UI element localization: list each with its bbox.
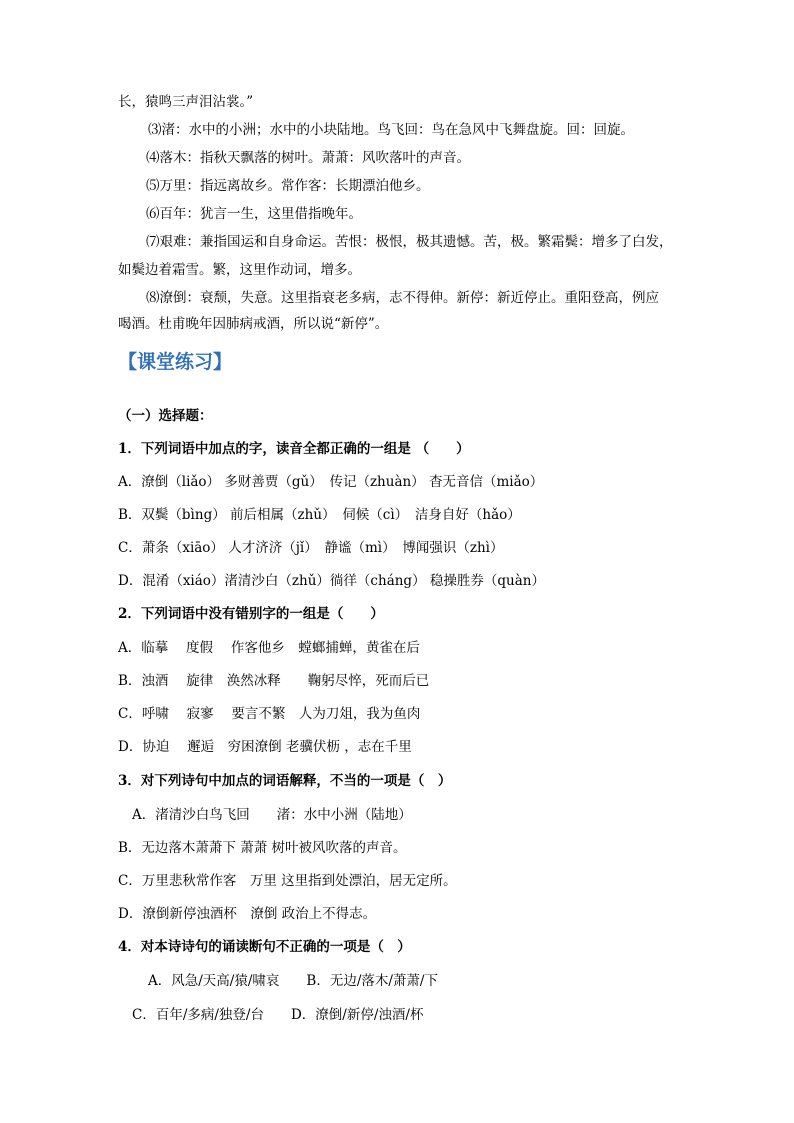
question-option: C．万里悲秋常作客 万里 这里指到处漂泊，居无定所。 (118, 873, 457, 889)
note-line: 长，猿鸣三声泪沾裳。” (118, 94, 254, 110)
question-option: A．临摹 度假 作客他乡 螳螂捕蝉，黄雀在后 (118, 640, 420, 656)
question-option: B．浊酒 旋律 涣然冰释 鞠躬尽悴，死而后已 (118, 673, 430, 689)
question-option: D．协迫 邂逅 穷困潦倒 老骥伏枥 ，志在千里 (118, 739, 412, 755)
note-line: ⑹百年：犹言一生，这里借指晚年。 (146, 206, 362, 222)
note-line: ⑺艰难：兼指国运和自身命运。苦恨：极恨，极其遗憾。苦，极。繁霜鬓：增多了白发， (146, 234, 673, 250)
note-line: ⑻潦倒：衰颓，失意。这里指衰老多病，志不得伸。新停：新近停止。重阳登高，例应 (146, 290, 659, 306)
note-line: ⑷落木：指秋天飘落的树叶。萧萧：风吹落叶的声音。 (146, 150, 470, 166)
question-option: C．百年/多病/独登/台 D．潦倒/新停/浊酒/杯 (132, 1007, 424, 1023)
question-option: D．混淆（xiáo）渚清沙白（zhǔ）徜徉（cháng） 稳操胜券（quàn） (118, 573, 545, 589)
question-option: C．呼啸 寂寥 要言不繁 人为刀俎，我为鱼肉 (118, 706, 421, 722)
question-stem: 4．对本诗诗句的诵读断句不正确的一项是（ ） (118, 939, 411, 955)
note-line: 如鬓边着霜雪。繁，这里作动词，增多。 (118, 262, 361, 278)
question-option: A．风急/天高/猿/啸哀 B．无边/落木/萧萧/下 (148, 973, 438, 989)
question-option: C．萧条（xiāo） 人才济济（jǐ） 静谧（mì） 博闻强识（zhì） (118, 540, 504, 556)
question-option: A．渚清沙白鸟飞回 渚：水中小洲（陆地） (132, 807, 412, 823)
note-line: ⑶渚：水中的小洲；水中的小块陆地。鸟飞回：鸟在急风中飞舞盘旋。回：回旋。 (148, 122, 634, 138)
question-option: B．双鬓（bìng） 前后相属（zhǔ） 伺候（cì） 洁身自好（hǎo） (118, 507, 521, 523)
question-stem: 3．对下列诗句中加点的词语解释，不当的一项是（ ） (118, 773, 452, 789)
question-stem: 1．下列词语中加点的字，读音全都正确的一组是 （ ） (118, 441, 470, 457)
question-stem: 2．下列词语中没有错别字的一组是（ ） (118, 606, 384, 622)
note-line: 喝酒。杜甫晚年因肺病戒酒，所以说“新停”。 (118, 316, 389, 332)
note-line: ⑸万里：指远离故乡。常作客：长期漂泊他乡。 (146, 178, 430, 194)
question-option: B．无边落木萧萧下 萧萧 树叶被风吹落的声音。 (118, 840, 407, 856)
part-heading: （一）选择题： (118, 408, 213, 424)
section-title: 【课堂练习】 (118, 351, 233, 373)
question-option: D．潦倒新停浊酒杯 潦倒 政治上不得志。 (118, 906, 377, 922)
question-option: A．潦倒（liǎo） 多财善贾（gǔ） 传记（zhuàn） 杳无音信（miǎo） (118, 474, 544, 490)
